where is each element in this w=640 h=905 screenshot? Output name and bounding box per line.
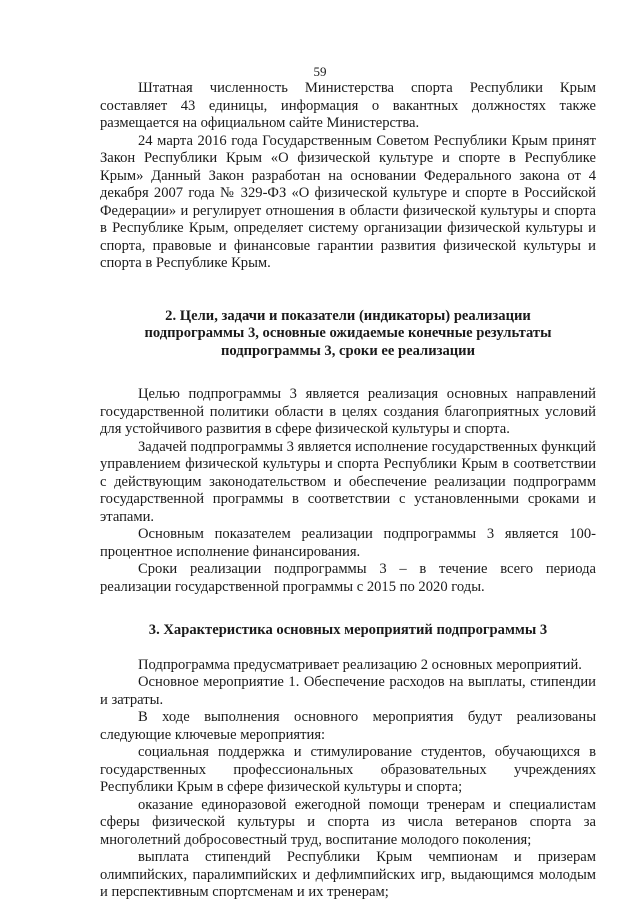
- page-content: [100, 80, 596, 902]
- section-2-heading-line-3: подпрограммы 3, сроки ее реализации: [220, 342, 475, 359]
- paragraph-key-measures: В ходе выполнения основного мероприятия будут реализованы следующие ключевые мероприятия:: [100, 709, 596, 743]
- paragraph-staff: Штатная численность Министерства спорта Республики Крым составляет 43 единицы, информация о вакантных должностях также размещается на официальном сайте Министерства.: [100, 80, 596, 131]
- paragraph-students-support: социальная поддержка и стимулирование студентов, обучающихся в государственных профессиональных образовательных учреждениях Республики Крым в сфере физической культуры и спорта;: [100, 744, 596, 795]
- paragraph-law: 24 марта 2016 года Государственным Советом Республики Крым принят Закон Республики Крым «О физической культуре и спорте в Республике Крым» Данный Закон разработан на основании Федерального закона от 4 декабря 2007 года № 329-ФЗ «О физической культуре и спорте в Российской Федерации» и регулирует отношения в области физической культуры и спорта в Республике Крым, определяет систему организации физической культуры и спорта, правовые и финансовые гарантии развития физической культуры и спорта в Республике Крым.: [100, 132, 596, 271]
- paragraph-timeframe: Сроки реализации подпрограммы 3 – в течение всего периода реализации государственной программы с 2015 по 2020 годы.: [100, 561, 596, 595]
- spacer: [100, 273, 596, 308]
- section-2-heading: [100, 308, 596, 361]
- section-2-heading-line-2: подпрограммы 3, основные ожидаемые конечные результаты: [144, 325, 552, 341]
- spacer: [100, 360, 596, 386]
- paragraph-overview: Подпрограмма предусматривает реализацию 2 основных мероприятий.: [138, 656, 582, 673]
- paragraph-coaches-aid: оказание единоразовой ежегодной помощи тренерам и специалистам сферы физической культуры и спорта из числа ветеранов спорта за многолетний добросовестный труд, воспитание молодого поколения;: [100, 796, 596, 848]
- page-number: 59: [313, 64, 327, 79]
- spacer: [100, 596, 596, 622]
- paragraph-indicator: Основным показателем реализации подпрограммы 3 является 100- процентное исполнение финансирования.: [100, 526, 596, 560]
- paragraph-scholarships: выплата стипендий Республики Крым чемпионам и призерам олимпийских, паралимпийских и дефлимпийских игр, выдающимся молодым и перспективным спортсменам и их тренерам;: [100, 849, 596, 900]
- paragraph-main-measure: Основное мероприятие 1. Обеспечение расходов на выплаты, стипендии и затраты.: [100, 674, 596, 708]
- spacer: [100, 640, 596, 657]
- section-2-heading-line-1: 2. Цели, задачи и показатели (индикаторы) реализации: [165, 307, 531, 324]
- section-3-heading: 3. Характеристика основных мероприятий подпрограммы 3: [148, 622, 548, 638]
- paragraph-goal: Целью подпрограммы 3 является реализация основных направлений государственной политики области в целях создания благоприятных условий для устойчивого развития в сфере физической культуры и спорта.: [100, 386, 596, 437]
- paragraph-task: Задачей подпрограммы 3 является исполнение государственных функций управлением физической культуры и спорта Республики Крым в соответствии с действующим законодательством и обеспечение реализации подпрограмм государственной программы в соответствии с установленными сроками и этапами.: [100, 438, 596, 525]
